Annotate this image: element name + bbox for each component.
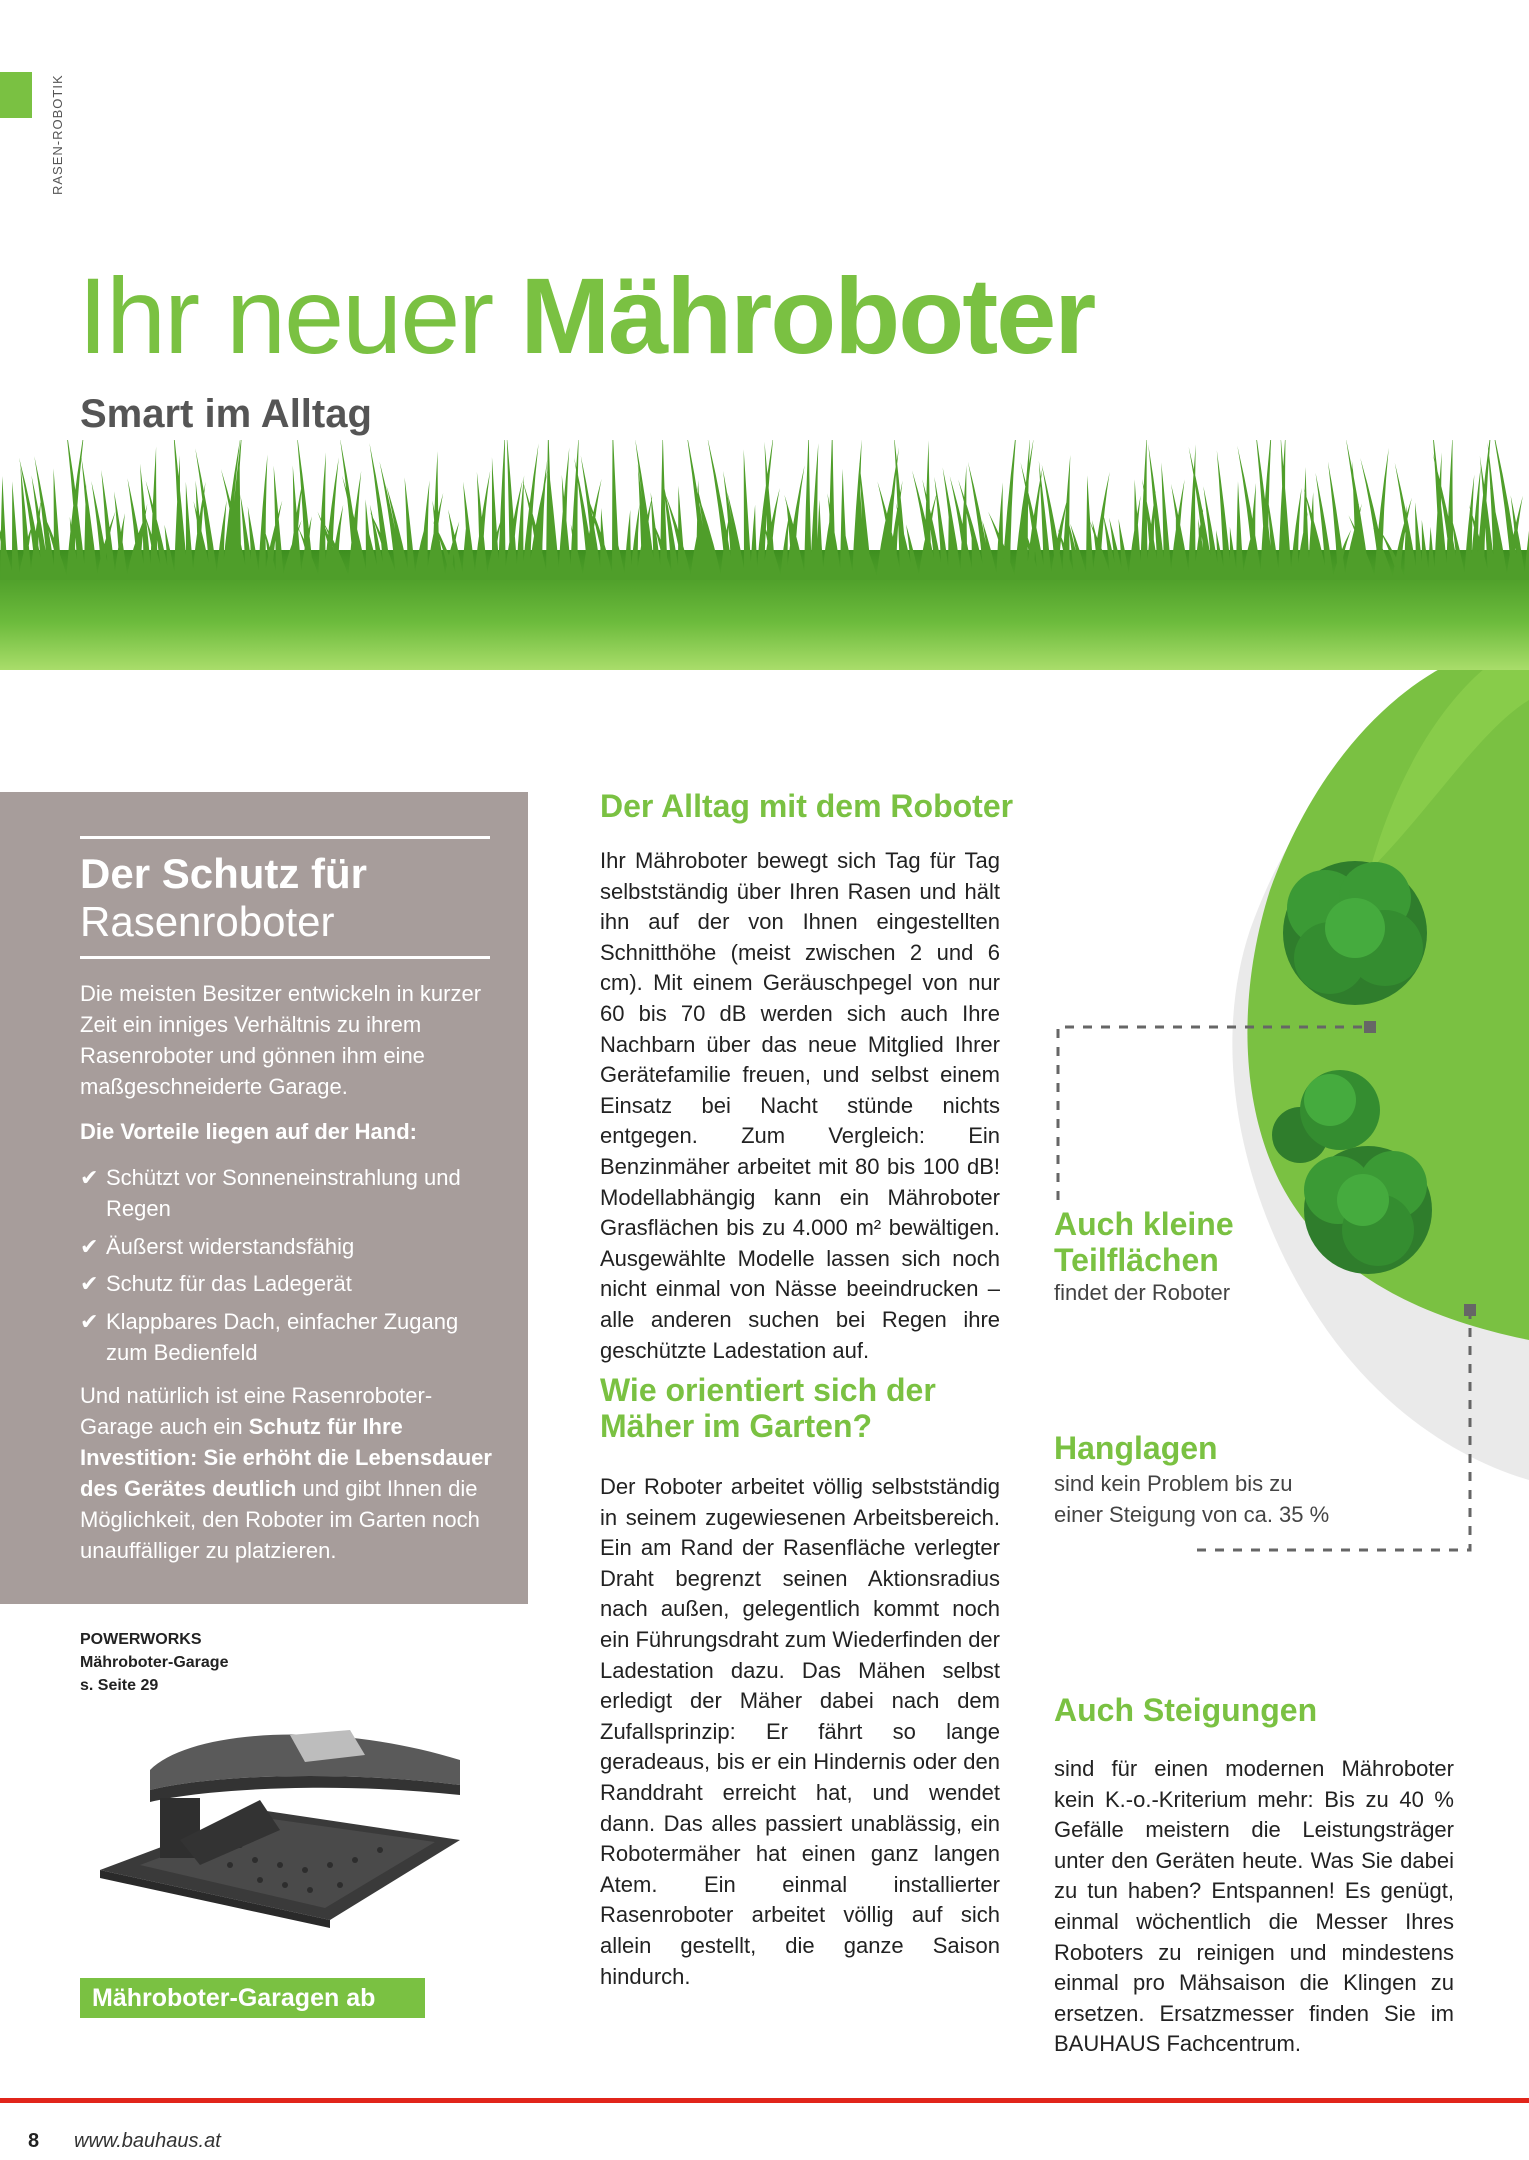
feature-2-text: sind kein Problem bis zu einer Steigung von ca. 35 %	[1054, 1471, 1330, 1527]
box-bottom-rule	[80, 956, 490, 959]
check-icon: ✔	[80, 1271, 99, 1296]
website-link[interactable]: www.bauhaus.at	[74, 2130, 221, 2152]
footer-rule	[0, 2098, 1529, 2103]
garage-info-box	[0, 792, 528, 1604]
product-page-ref: s. Seite 29	[80, 1677, 159, 1694]
product-caption	[80, 1628, 228, 1697]
col3-paragraph: sind für einen modernen Mähroboter kein K.-o.-Kriterium mehr: Bis zu 40 % Gefälle meistern die Leistungsträger unter den Geräten heute. Was Sie dabei zu tun haben? Entspannen! Es genügt, einmal wöchentlich die Messer Ihres Roboters zu reinigen und mindestens einmal pro Mähsaison die Klingen zu ersetzen. Ersatzmesser finden Sie im BAUHAUS Fachcentrum.	[1054, 1756, 1454, 2057]
garages-cta-button[interactable]: Mähroboter-Garagen ab S.28	[80, 1978, 425, 2018]
title-light: Ihr neuer	[78, 255, 521, 376]
check-icon: ✔	[80, 1165, 99, 1190]
product-brand: POWERWORKS	[80, 1631, 202, 1648]
box-title-light: Rasenroboter	[80, 898, 335, 945]
col3-heading: Auch Steigungen	[1054, 1692, 1318, 1728]
advantage-item: ✔ Schutz für das Ladegerät	[80, 1268, 500, 1299]
section-label: RASEN-ROBOTIK	[50, 74, 65, 195]
box-top-rule	[80, 836, 490, 839]
page-number: 8	[28, 2130, 40, 2152]
box-advantages-heading: Die Vorteile liegen auf der Hand:	[80, 1119, 417, 1144]
advantage-item: ✔ Klappbares Dach, einfacher Zugang zum Bedienfeld	[80, 1306, 500, 1368]
robot-garage-image	[80, 1690, 480, 1930]
feature-2-heading: Hanglagen	[1054, 1430, 1218, 1466]
section-tab	[0, 72, 32, 118]
col1-paragraph-2: Der Roboter arbeitet völlig selbstständig in seinem zugewiesenen Arbeitsbereich. Ein am Rand der Rasenfläche verlegter Draht begrenzt seinen Aktionsradius nach außen, gelegentlich kommt noch ein Führungsdraht zum Wiederfinden der Ladestation dazu. Das Mähen selbst erledigt der Mäher dabei nach dem Zufallsprinzip: Er fährt so lange geradeaus, bis er ein Hindernis oder den Randdraht erreicht hat, und wendet dann. Das alles passiert unablässig, ein Robotermäher hat einen ganz langen Atem. Ein einmal installierter Rasenroboter arbeitet völlig auf sich allein gestellt, die ganze Saison hindurch.	[600, 1474, 1000, 1989]
bush-large-icon	[1265, 838, 1445, 1018]
col1-paragraph-1: Ihr Mähroboter bewegt sich Tag für Tag selbstständig über Ihren Rasen und hält ihn auf der von Ihnen eingestellten Schnitthöhe (meist zwischen 2 und 6 cm). Mit einem Geräuschpegel von nur 60 bis 70 dB werden sich auch Ihre Nachbarn über das neue Mitglied Ihrer Gerätefamilie freuen, und selbst einem Einsatz bei Nacht stünde nichts entgegen. Zum Vergleich: Ein Benzinmäher arbeitet mit 80 bis 100 dB! Modellabhängig kann ein Mähroboter Grasflächen bis zu 4.000 m² bewältigen. Ausgewählte Modelle lassen sich noch nicht einmal von Nässe beeindrucken – alle anderen suchen bei Regen ihre geschützte Ladestation auf.	[600, 848, 1000, 1363]
advantage-item: ✔ Schützt vor Sonneneinstrahlung und Regen	[80, 1162, 500, 1224]
feature-1-heading: Auch kleine Teilflächen	[1054, 1206, 1234, 1278]
page-subtitle: Smart im Alltag	[80, 392, 372, 436]
feature-1-text: findet der Roboter	[1054, 1280, 1231, 1305]
product-name: Mähroboter-Garage	[80, 1654, 229, 1671]
check-icon: ✔	[80, 1309, 99, 1334]
grass-banner	[0, 440, 1529, 670]
box-intro: Die meisten Besitzer entwickeln in kurzer Zeit ein inniges Verhältnis zu ihrem Rasenroboter und gönnen ihm eine maßgeschneiderte Garage.	[80, 981, 482, 1099]
check-icon: ✔	[80, 1234, 99, 1259]
title-bold: Mähroboter	[520, 255, 1095, 376]
advantage-item: ✔ Äußerst widerstandsfähig	[80, 1231, 500, 1262]
col1-heading-2: Wie orientiert sich der Mäher im Garten?	[600, 1372, 936, 1444]
box-outro: Und natürlich ist eine Rasenroboter-Garage auch ein Schutz für Ihre Investition: Sie erhöht die Lebensdauer des Gerätes deutlich und gibt Ihnen die Möglichkeit, den Roboter im Garten noch unauffälliger zu platzieren.	[80, 1383, 492, 1563]
col1-heading-1: Der Alltag mit dem Roboter	[600, 788, 1014, 824]
page-title	[78, 255, 1095, 376]
box-title-bold: Der Schutz für	[80, 850, 368, 897]
